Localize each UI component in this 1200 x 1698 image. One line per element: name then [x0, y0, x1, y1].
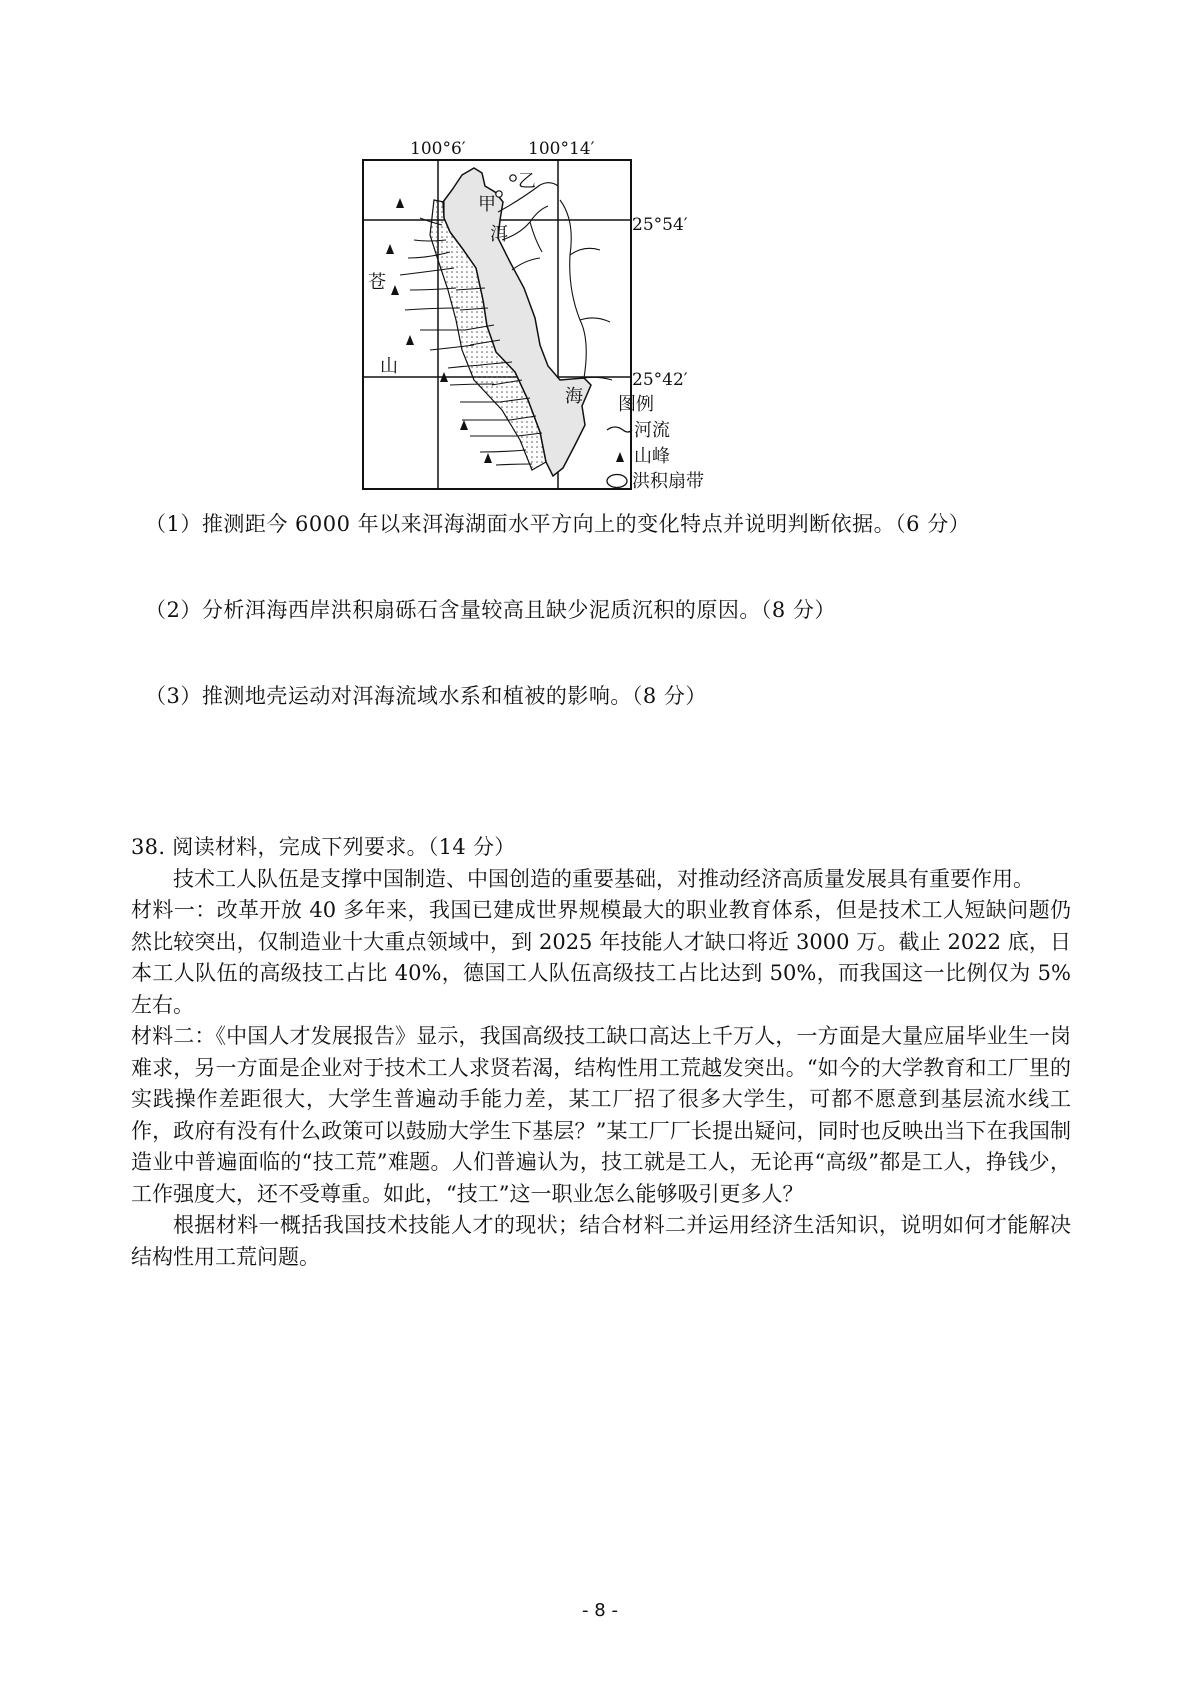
question-1: （1）推测距今 6000 年以来洱海湖面水平方向上的变化特点并说明判断依据。（6 分）	[145, 512, 971, 536]
page-number: - 8 -	[582, 1600, 618, 1621]
peak-legend-icon	[616, 452, 624, 462]
river-legend-icon	[607, 427, 632, 432]
legend-river: 河流	[634, 420, 670, 441]
place-label-yi: 乙	[518, 171, 536, 192]
lat-label-25-54: 25°54′	[632, 215, 688, 235]
question-38-heading: 38. 阅读材料，完成下列要求。（14 分）	[131, 835, 516, 859]
erhai-map	[370, 140, 850, 540]
lon-label-100-6: 100°6′	[410, 139, 466, 159]
legend-fan: 洪积扇带	[632, 471, 704, 492]
question-38-section	[131, 832, 1071, 1273]
peak-marker	[406, 335, 414, 345]
question-38-intro: 技术工人队伍是支撑中国制造、中国创造的重要基础，对推动经济高质量发展具有重要作用。	[173, 866, 1034, 891]
question-3: （3）推测地壳运动对洱海流域水系和植被的影响。（8 分）	[145, 684, 707, 708]
point-jia-marker	[496, 191, 502, 197]
place-label-er: 洱	[490, 224, 508, 245]
map-legend	[607, 394, 704, 492]
fan-legend-icon	[607, 475, 627, 488]
legend-peak: 山峰	[634, 446, 670, 467]
point-yi-marker	[510, 175, 516, 181]
place-label-hai: 海	[565, 386, 583, 407]
peak-marker	[396, 198, 404, 208]
peak-marker	[391, 285, 399, 295]
material-1: 材料一：改革开放 40 多年来，我国已建成世界规模最大的职业教育体系，但是技术工人短缺问题仍然比较突出，仅制造业十大重点领域中，到 2025 年技能人才缺口将近 3000 万。截止 2022 底，日本工人队伍的高级技工占比 40%，德国工人队伍高级技工占比达到 50%，而我国这一比例仅为 5%左右。	[131, 898, 1071, 1017]
material-2: 材料二：《中国人才发展报告》显示，我国高级技工缺口高达上千万人，一方面是大量应届毕业生一岗难求，另一方面是企业对于技术工人求贤若渴，结构性用工荒越发突出。“如今的大学教育和工厂里的实践操作差距很大，大学生普遍动手能力差，某工厂招了很多大学生，可都不愿意到基层流水线工作，政府有没有什么政策可以鼓励大学生下基层？”某工厂厂长提出疑问，同时也反映出当下在我国制造业中普遍面临的“技工荒”难题。人们普遍认为，技工就是工人，无论再“高级”都是工人，挣钱少，工作强度大，还不受尊重。如此，“技工”这一职业怎么能够吸引更多人？	[131, 1024, 1071, 1206]
peak-marker	[484, 453, 492, 463]
peak-marker	[460, 420, 468, 430]
peak-marker	[386, 244, 394, 254]
question-2: （2）分析洱海西岸洪积扇砾石含量较高且缺少泥质沉积的原因。（8 分）	[145, 598, 836, 622]
question-38-task: 根据材料一概括我国技术技能人才的现状；结合材料二并运用经济生活知识，说明如何才能解决结构性用工荒问题。	[131, 1213, 1071, 1269]
place-label-jia: 甲	[478, 194, 496, 215]
lon-label-100-14: 100°14′	[528, 139, 595, 159]
lat-label-25-42: 25°42′	[632, 370, 688, 390]
legend-title: 图例	[618, 394, 654, 415]
place-label-shan: 山	[380, 356, 398, 377]
place-label-cang: 苍	[368, 272, 386, 293]
erhai-map-figure	[370, 140, 850, 540]
